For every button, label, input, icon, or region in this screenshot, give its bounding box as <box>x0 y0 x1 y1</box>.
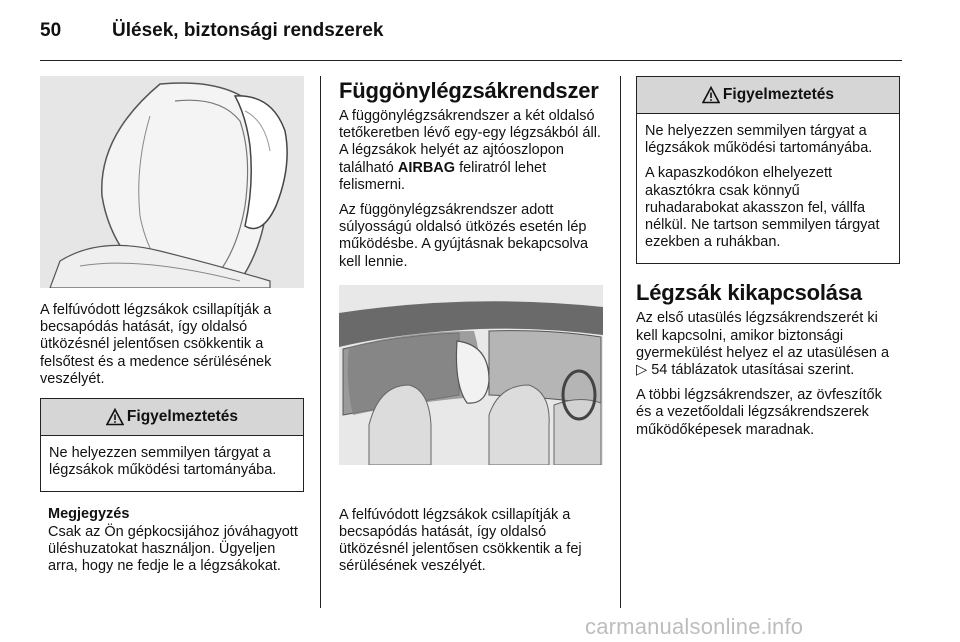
paragraph-2: Az függönylégzsákrendszer adott súlyosságú oldalsó ütközés esetén lép működésbe. A gyújtásnak bekapcsolva kell lennie. <box>339 202 589 270</box>
paragraph-1 <box>339 108 603 194</box>
page-reference[interactable]: 54 <box>651 362 668 379</box>
warning-header <box>637 77 899 114</box>
paragraph-1 <box>636 310 900 379</box>
header-rule <box>40 60 902 61</box>
warning-body <box>41 436 303 491</box>
page-header <box>40 20 383 42</box>
warning-text-1: Ne helyezzen semmilyen tárgyat a légzsákok működési tartományába. <box>645 123 873 157</box>
column-divider-1 <box>320 76 321 608</box>
page-number: 50 <box>40 20 62 41</box>
warning-box <box>40 398 304 492</box>
note-heading: Megjegyzés <box>48 506 130 523</box>
seat-airbag-icon <box>40 76 304 288</box>
paragraph-1-text-b: feliratról lehet felismerni. <box>339 159 547 193</box>
watermark: carmanualsonline.info <box>585 614 804 639</box>
section-heading: Függönylégzsákrendszer <box>339 78 599 103</box>
warning-title: Figyelmeztetés <box>126 408 239 426</box>
page-reference-arrow-icon: ▷ <box>636 362 652 379</box>
column-2 <box>339 78 603 584</box>
image-caption: A felfúvódott légzsákok csillapítják a becsapódás hatását, így oldalsó ütközésnél jelentősen csökkentik a felsőtest és a medence sérülésének veszélyét. <box>40 302 272 387</box>
column-3 <box>636 76 900 447</box>
warning-triangle-icon <box>106 408 124 426</box>
warning-text-2: A kapaszkodókon elhelyezett akasztókra csak könnyű ruhadarabokat akasszon fel, vállfa nélkül. Ne tartson semmilyen tárgyat ezekben a ruhákban. <box>645 165 880 251</box>
page-title: Ülések, biztonsági rendszerek <box>112 20 384 41</box>
paragraph-1-text-b: táblázatok utasításai szerint. <box>667 362 855 379</box>
seat-airbag-illustration <box>40 76 304 288</box>
warning-title: Figyelmeztetés <box>722 86 835 104</box>
section-heading: Légzsák kikapcsolása <box>636 280 862 306</box>
note <box>40 506 304 575</box>
airbag-label: AIRBAG <box>397 159 456 176</box>
warning-body <box>637 114 899 263</box>
curtain-airbag-icon <box>339 285 603 465</box>
paragraph-1-text-a: Az első utasülés légzsákrendszerét ki kell kapcsolni, amikor biztonsági gyermekülést helyez el az utasülésen a <box>636 310 890 361</box>
warning-text: Ne helyezzen semmilyen tárgyat a légzsákok működési tartományába. <box>49 445 277 479</box>
curtain-airbag-illustration <box>339 285 603 465</box>
warning-box <box>636 76 900 264</box>
image-caption: A felfúvódott légzsákok csillapítják a becsapódás hatását, így oldalsó ütközésnél jelentősen csökkentik a fej sérülésének veszélyét. <box>339 506 582 575</box>
paragraph-2: A többi légzsákrendszer, az övfeszítők és a vezetőoldali légzsákrendszerek működőképesek maradnak. <box>636 387 882 438</box>
note-text: Csak az Ön gépkocsijához jóváhagyott üléshuzatokat használjon. Ügyeljen arra, hogy ne fedje le a légzsákokat. <box>48 523 298 575</box>
warning-triangle-icon <box>702 86 720 104</box>
column-divider-2 <box>620 76 621 608</box>
column-1 <box>40 76 304 575</box>
warning-header <box>41 399 303 436</box>
paragraph-1-text-a: A függönylégzsákrendszer a két oldalsó tetőkeretben lévő egy-egy légzsákból áll. A légzsákok helyét az ajtóoszlopon található <box>339 108 601 176</box>
